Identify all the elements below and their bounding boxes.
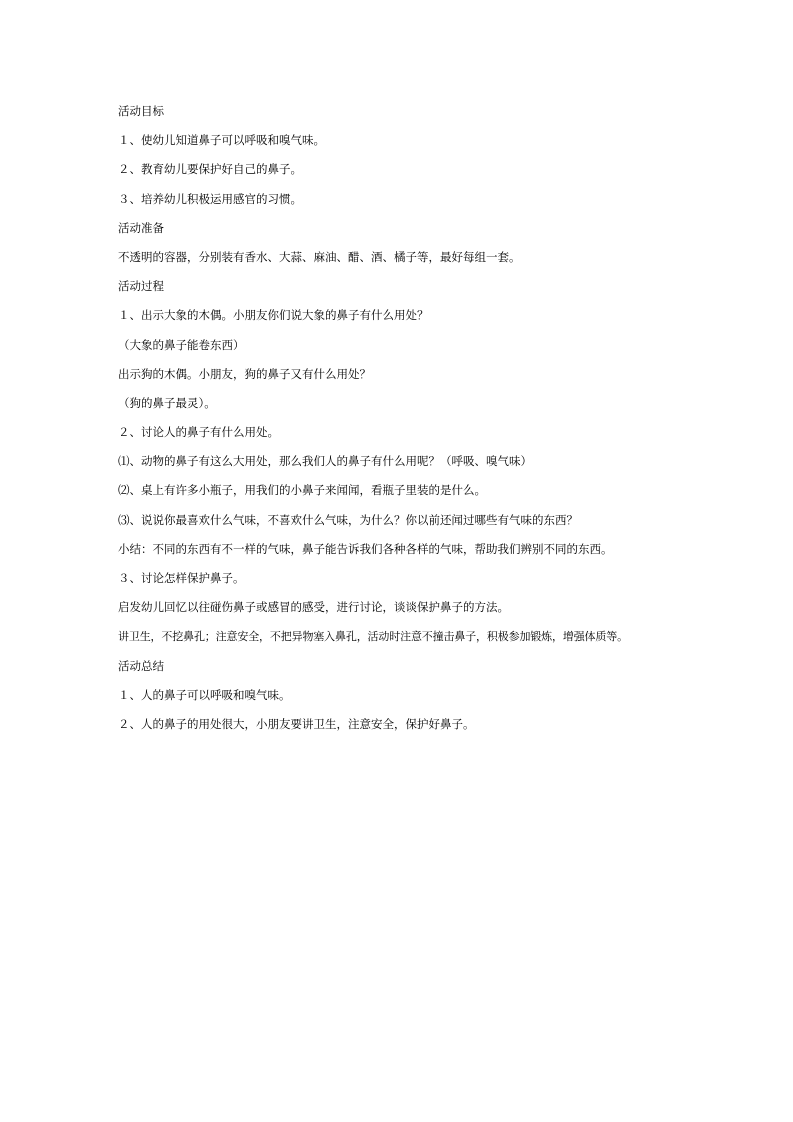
process-step-2: ２、讨论人的鼻子有什么用处。 [118,425,279,440]
section-heading-process: 活动过程 [118,279,164,294]
section-heading-preparation: 活动准备 [118,220,164,235]
process-dog-question: 出示狗的木偶。小朋友，狗的鼻子又有什么用处？ [118,366,371,381]
goal-item-3: ３、培养幼儿积极运用感官的习惯。 [118,191,302,206]
process-answer-elephant: （大象的鼻子能卷东西） [118,337,245,352]
process-step-1: １、出示大象的木偶。小朋友你们说大象的鼻子有什么用处？ [118,308,429,323]
process-hygiene: 讲卫生，不挖鼻孔；注意安全，不把异物塞入鼻孔，活动时注意不撞击鼻子，积极参加锻炼，增强体质等。 [118,630,628,644]
process-substep-3: ⑶、说说你最喜欢什么气味，不喜欢什么气味，为什么？你以前还闻过哪些有气味的东西？ [118,512,578,527]
process-answer-dog: （狗的鼻子最灵）。 [118,395,216,410]
document-body [118,103,718,745]
process-summary: 小结：不同的东西有不一样的气味，鼻子能告诉我们各种各样的气味，帮助我们辨别不同的东西。 [118,541,613,556]
section-heading-conclusion: 活动总结 [118,658,164,673]
goal-item-1: １、使幼儿知道鼻子可以呼吸和嗅气味。 [118,133,325,148]
conclusion-item-1: １、人的鼻子可以呼吸和嗅气味。 [118,687,291,702]
process-discussion: 启发幼儿回忆以往碰伤鼻子或感冒的感受，进行讨论，谈谈保护鼻子的方法。 [118,600,509,615]
process-substep-2: ⑵、桌上有许多小瓶子，用我们的小鼻子来闻闻，看瓶子里装的是什么。 [118,483,486,498]
goal-item-2: ２、教育幼儿要保护好自己的鼻子。 [118,162,302,177]
section-heading-goals: 活动目标 [118,104,164,118]
process-substep-1: ⑴、动物的鼻子有这么大用处，那么我们人的鼻子有什么用呢？（呼吸、嗅气味） [118,454,532,469]
process-step-3: ３、讨论怎样保护鼻子。 [118,571,245,585]
conclusion-item-2: ２、人的鼻子的用处很大，小朋友要讲卫生，注意安全，保护好鼻子。 [118,716,475,731]
preparation-text: 不透明的容器，分别装有香水、大蒜、麻油、醋、酒、橘子等，最好每组一套。 [118,249,521,264]
